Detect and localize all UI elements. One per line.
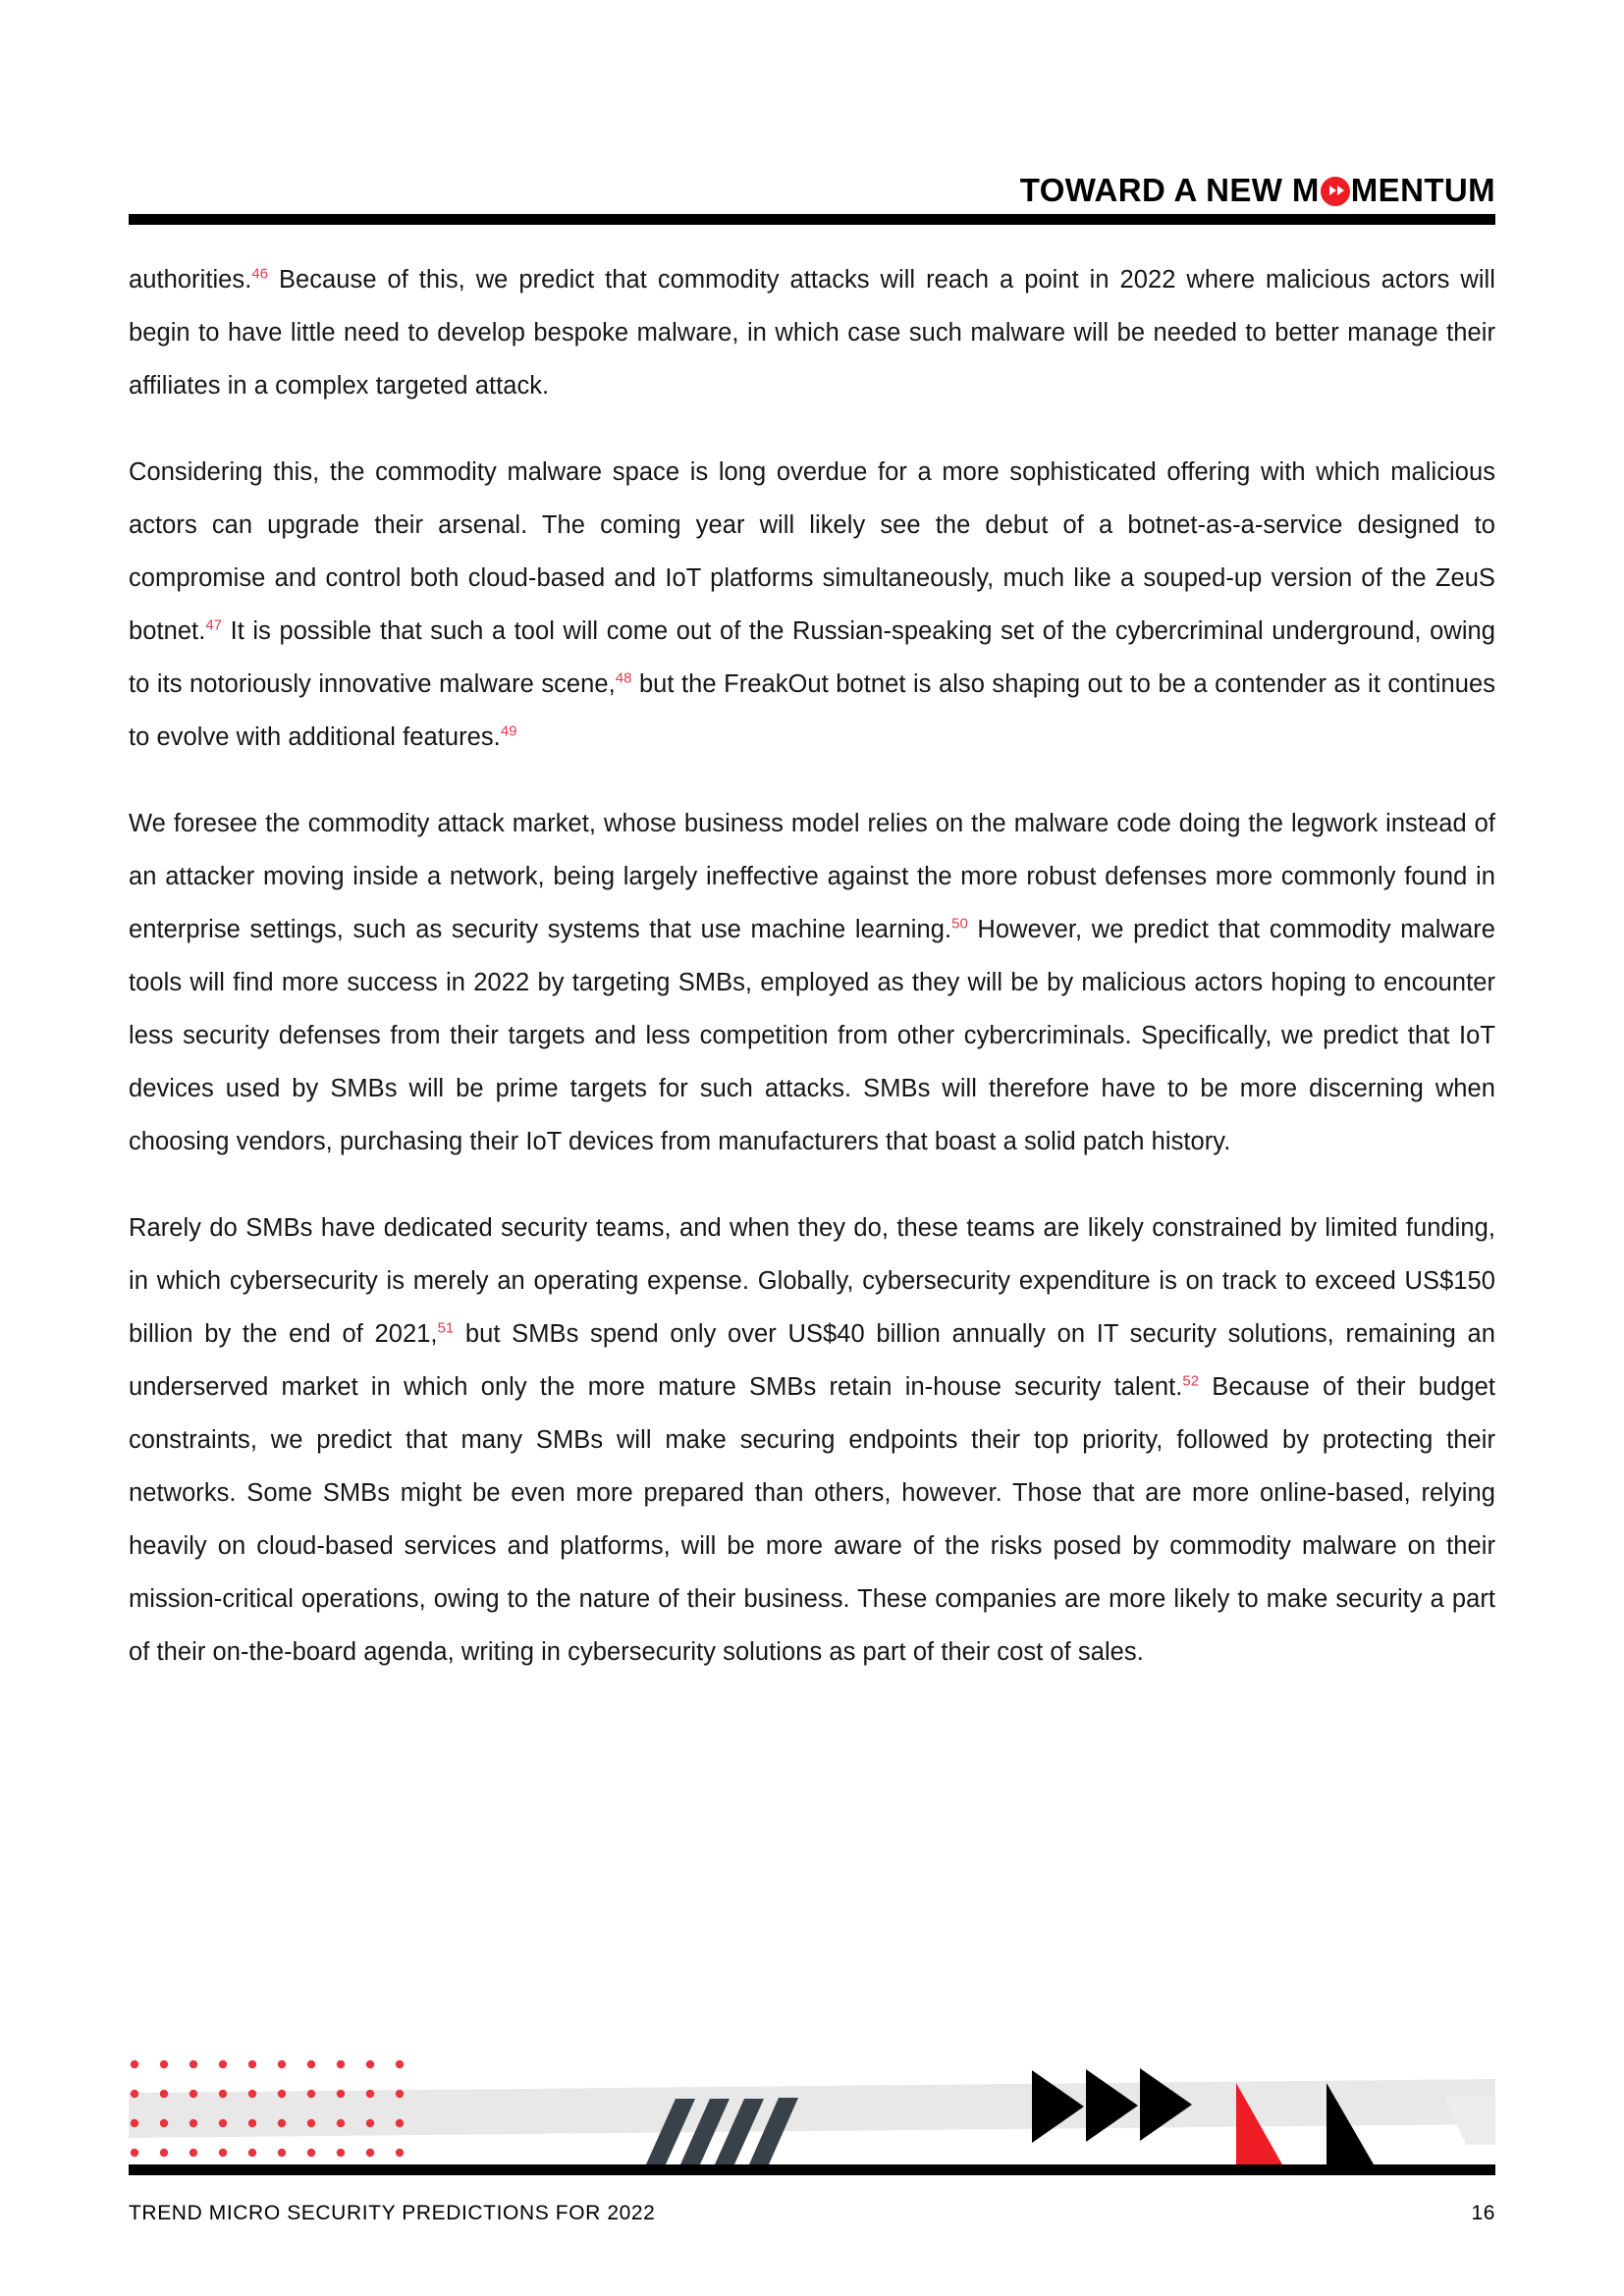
header-title xyxy=(1020,174,1495,206)
trend-micro-ball-icon xyxy=(1321,177,1350,206)
footnote-ref[interactable]: 52 xyxy=(1182,1372,1200,1390)
paragraph: Considering this, the commodity malware space is long overdue for a more sophisticated offering with which malicious actors can upgrade their arsenal. The coming year will likely see the debut of a botnet-as-a-service designed to compromise and control both cloud-based and IoT platforms simultaneously, much like a souped-up version of the ZeuS botnet.$^{47}$ It is possible that such a tool will come out of the Russian-speaking set of the cybercriminal underground, owing to its notoriously innovative malware scene,$^{48}$ but the FreakOut botnet is also shaping out to be a contender as it continues to evolve with additional features.$^{49}$ xyxy=(129,458,1495,751)
footnote-ref[interactable]: 51 xyxy=(437,1319,455,1337)
footer-divider xyxy=(129,2164,1495,2175)
play-triangles xyxy=(1032,2068,1192,2143)
footer-gray-band xyxy=(129,2079,1495,2138)
header-title-before: TOWARD A NEW M xyxy=(1019,172,1320,208)
page-footer xyxy=(129,2202,1495,2225)
footnote-ref[interactable]: 49 xyxy=(500,722,517,740)
header-divider xyxy=(129,214,1495,225)
footnote-ref[interactable]: 46 xyxy=(251,265,269,283)
footer-page-number: 16 xyxy=(1471,2202,1495,2224)
footer-decoration xyxy=(129,2022,1495,2164)
document-body xyxy=(129,253,1495,1679)
paragraph: authorities.$^{46}$ Because of this, we predict that commodity attacks will reach a point in 2022 where malicious actors will begin to have little need to develop bespoke malware, in which case such malware will be needed to better manage their affiliates in a complex targeted attack. xyxy=(129,265,1495,400)
page-header xyxy=(129,147,1495,206)
footnote-ref[interactable]: 47 xyxy=(205,616,223,634)
header-title-after: MENTUM xyxy=(1350,172,1495,208)
footer-document-title: TREND MICRO SECURITY PREDICTIONS FOR 2022 xyxy=(129,2202,656,2224)
footnote-ref[interactable]: 48 xyxy=(615,669,632,687)
paragraph: We foresee the commodity attack market, whose business model relies on the malware code doing the legwork instead of an attacker moving inside a network, being largely ineffective against the more robust defenses more commonly found in enterprise settings, such as security systems that use machine learning.$^{50}$ However, we predict that commodity malware tools will find more success in 2022 by targeting SMBs, employed as they will be by malicious actors hoping to encounter less security defenses from their targets and less competition from other cybercriminals. Specifically, we predict that IoT devices used by SMBs will be prime targets for such attacks. SMBs will therefore have to be more discerning when choosing vendors, purchasing their IoT devices from manufacturers that boast a solid patch history. xyxy=(129,810,1495,1155)
paragraph: Rarely do SMBs have dedicated security teams, and when they do, these teams are likely constrained by limited funding, in which cybersecurity is merely an operating expense. Globally, cybersecurity expenditure is on track to exceed US$150 billion by the end of 2021,51 but SMBs spend only over US$40 billion annually on IT security solutions, remaining an underserved market in which only the more mature SMBs retain in-house security talent.$^{52}$ Because of their budget constraints, we predict that many SMBs will make securing endpoints their top priority, followed by protecting their networks. Some SMBs might be even more prepared than others, however. Those that are more online-based, relying heavily on cloud-based services and platforms, will be more aware of the risks posed by commodity malware on their mission-critical operations, owing to the nature of their business. These companies are more likely to make security a part of their on-the-board agenda, writing in cybersecurity solutions as part of their cost of sales. xyxy=(129,1214,1495,1666)
footnote-ref[interactable]: 50 xyxy=(951,915,968,933)
